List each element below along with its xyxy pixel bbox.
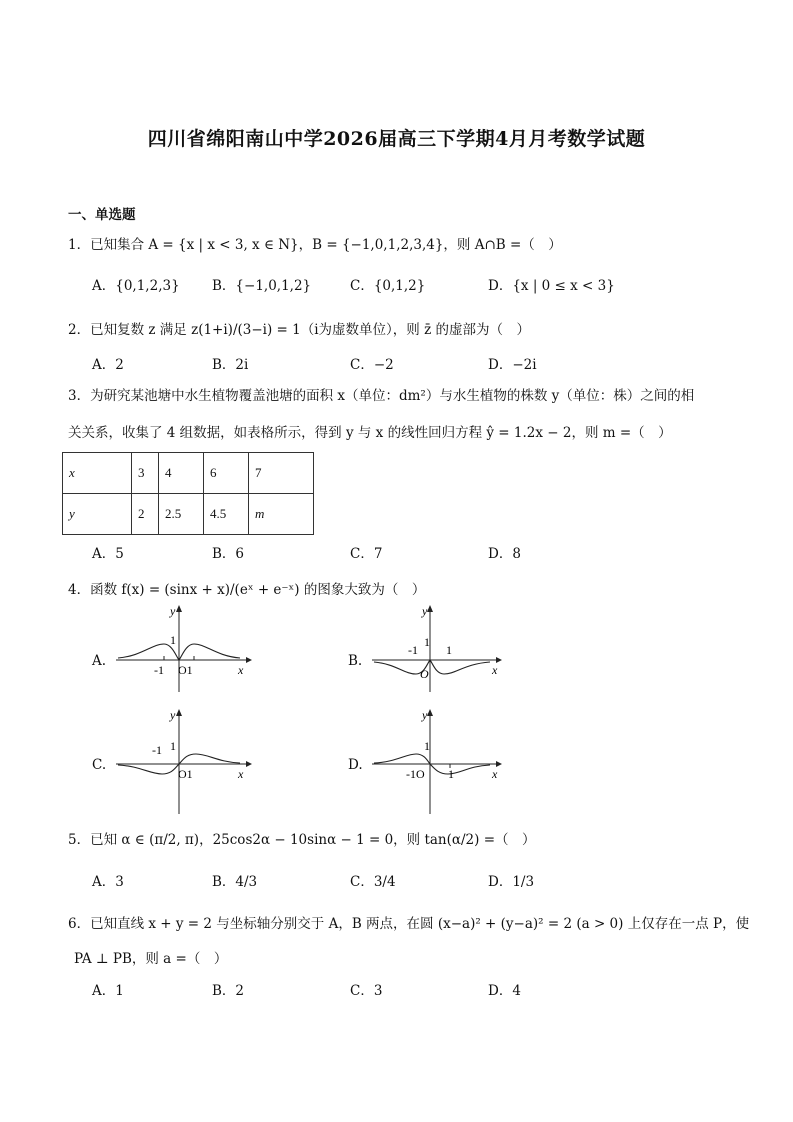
graph-a (112, 604, 252, 694)
graph-b (368, 604, 508, 694)
q6-option-b: B．2 (212, 983, 245, 999)
table-cell: 6 (204, 453, 249, 494)
q3-option-c: C．7 (350, 546, 383, 562)
section-heading: 一、单选题 (68, 207, 136, 223)
table-cell: m (249, 494, 314, 535)
q3-option-d: D．8 (488, 546, 521, 562)
q2-option-d: D．−2i (488, 357, 537, 373)
q6-option-d: D．4 (488, 983, 521, 999)
question-6-stem-line1: 6．已知直线 x + y = 2 与坐标轴分别交于 A，B 两点，在圆 (x−a)² + (y−a)² = 2 (a > 0) 上仅存在一点 P，使 (68, 916, 750, 932)
q5-option-a: A．3 (92, 874, 124, 890)
page-title: 四川省绵阳南山中学2026届高三下学期4月月考数学试题 (147, 128, 646, 150)
data-table (62, 452, 314, 535)
question-3-stem-line1: 3．为研究某池塘中水生植物覆盖池塘的面积 x（单位：dm²）与水生植物的株数 y（单位：株）之间的相 (68, 388, 695, 404)
tick-label: O1 (178, 663, 193, 677)
q1-option-a: A．{0,1,2,3} (92, 278, 180, 294)
q6-option-c: C．3 (350, 983, 383, 999)
question-6-stem-line2: PA ⊥ PB，则 a =（ ） (74, 951, 228, 967)
question-4-stem: 4．函数 f(x) = (sinx + x)/(eˣ + e⁻ˣ) 的图象大致为（ ） (68, 582, 426, 598)
q4-option-d: D. (348, 757, 363, 773)
q1-option-c: C．{0,1,2} (350, 278, 426, 294)
table-cell: 3 (132, 453, 159, 494)
table-cell: 2 (132, 494, 159, 535)
table-cell: 4.5 (204, 494, 249, 535)
q6-option-a: A．1 (92, 983, 124, 999)
axis-label: y (422, 604, 428, 618)
q5-option-d: D．1/3 (488, 874, 535, 890)
q5-option-b: B．4/3 (212, 874, 258, 890)
q4-option-b: B. (348, 653, 363, 669)
axis-label: y (170, 708, 176, 722)
axis-label: x (492, 663, 498, 677)
tick-label: -1 (408, 643, 418, 657)
q5-option-c: C．3/4 (350, 874, 396, 890)
table-cell: 4 (159, 453, 204, 494)
graph-d (368, 708, 508, 816)
tick-label: 1 (170, 633, 176, 647)
q4-option-a: A. (92, 653, 107, 669)
question-5-stem: 5．已知 α ∈ (π/2, π)，25cos2α − 10sinα − 1 = 0，则 tan(α/2) =（ ） (68, 832, 536, 848)
graph-c (112, 708, 252, 816)
q2-option-a: A．2 (92, 357, 124, 373)
question-2-stem: 2．已知复数 z 满足 z(1+i)/(3−i) = 1（i为虚数单位），则 z̄ 的虚部为（ ） (68, 322, 530, 338)
axis-label: x (238, 663, 244, 677)
q3-option-b: B．6 (212, 546, 245, 562)
table-cell: 7 (249, 453, 314, 494)
tick-label: -1O (406, 767, 425, 781)
table-row (63, 453, 314, 494)
axis-label: x (238, 767, 244, 781)
axis-label: x (492, 767, 498, 781)
q3-option-a: A．5 (92, 546, 124, 562)
tick-label: O1 (178, 767, 193, 781)
axis-label: y (422, 708, 428, 722)
tick-label: 1 (424, 635, 430, 649)
question-1-stem: 1．已知集合 A = {x | x < 3, x ∈ N}，B = {−1,0,1,2,3,4}，则 A∩B =（ ） (68, 237, 562, 253)
question-3-stem-line2: 关关系，收集了 4 组数据，如表格所示，得到 y 与 x 的线性回归方程 ŷ = 1.2x − 2，则 m =（ ） (68, 425, 672, 441)
tick-label: 1 (446, 643, 452, 657)
q2-option-c: C．−2 (350, 357, 394, 373)
tick-label: 1 (448, 767, 454, 781)
table-cell: 2.5 (159, 494, 204, 535)
q1-option-d: D．{x | 0 ≤ x < 3} (488, 278, 615, 294)
axis-label: y (170, 604, 176, 618)
tick-label: -1 (154, 663, 164, 677)
table-cell: x (63, 453, 132, 494)
q4-option-c: C. (92, 757, 107, 773)
q1-option-b: B．{−1,0,1,2} (212, 278, 312, 294)
tick-label: 1 (424, 739, 430, 753)
origin-label: O (420, 667, 429, 681)
tick-label: -1 (152, 743, 162, 757)
q2-option-b: B．2i (212, 357, 249, 373)
tick-label: 1 (170, 739, 176, 753)
table-row (63, 494, 314, 535)
table-cell: y (63, 494, 132, 535)
